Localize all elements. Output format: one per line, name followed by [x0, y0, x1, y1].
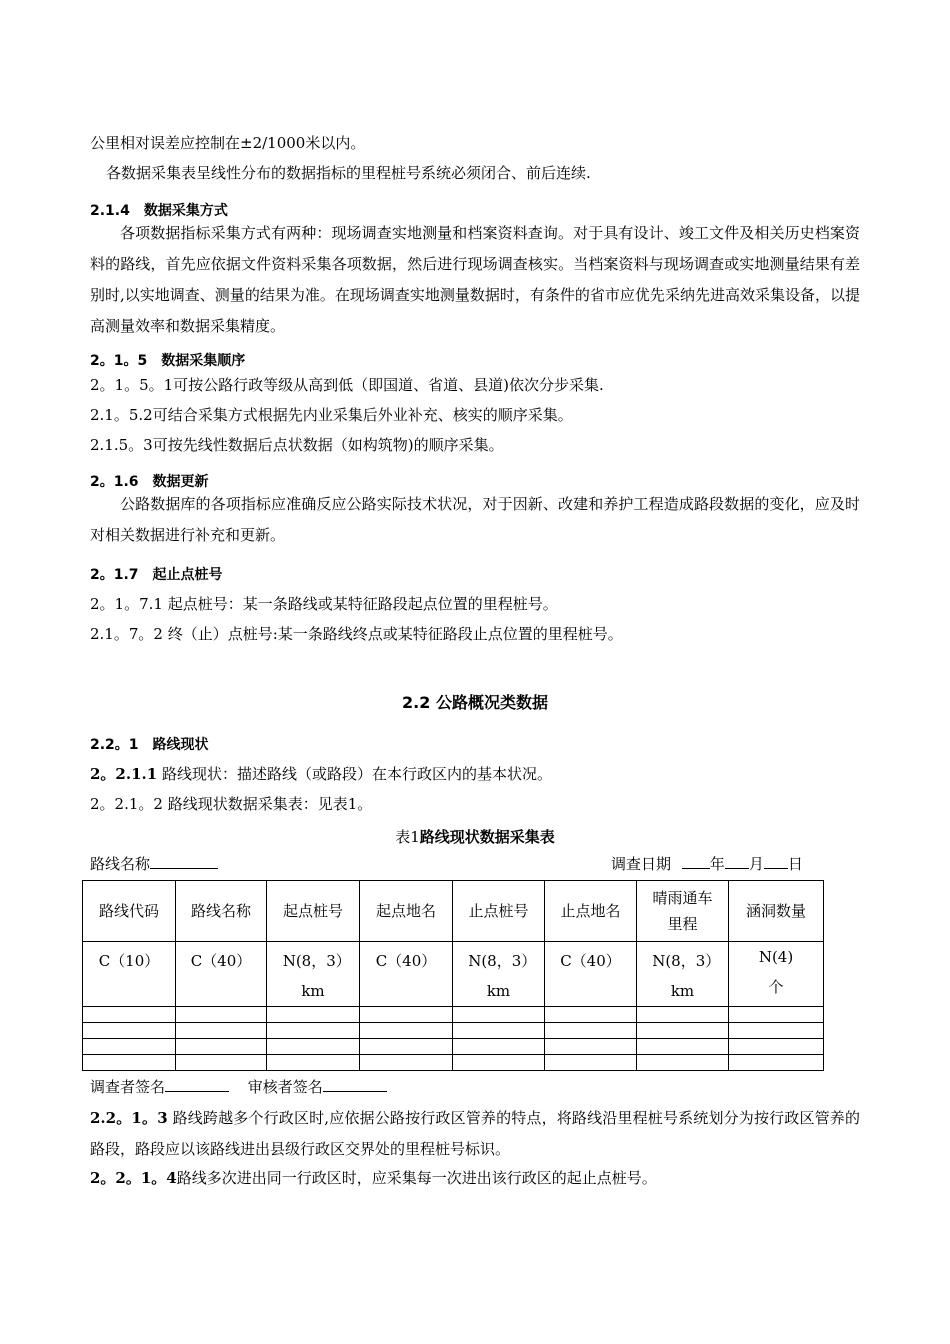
heading-title: 数据采集方式: [143, 203, 228, 219]
type-cell: N(8，3）km: [267, 942, 360, 1007]
item-number: 2。2.1.1: [90, 765, 158, 783]
heading-number: 2.1.4: [90, 203, 130, 219]
item-text: 路线现状：描述路线（或路段）在本行政区内的基本状况。: [161, 765, 552, 783]
cell: [637, 1055, 729, 1071]
route-name-blank: [150, 854, 218, 869]
table-row: [83, 1007, 824, 1023]
heading-number: 2。1.7: [90, 567, 139, 583]
survey-date-label: 调查日期: [611, 855, 672, 873]
day-blank: [764, 854, 788, 869]
cell: [267, 1007, 360, 1023]
header-cell: 路线代码: [83, 881, 176, 942]
reviewer-blank: [323, 1077, 387, 1092]
survey-date-field: [611, 854, 803, 874]
table-header-row: [83, 881, 824, 942]
cell: [360, 1039, 453, 1055]
heading-title: 起止点桩号: [152, 567, 223, 583]
paragraph: 公里相对误差应控制在±2/1000米以内。: [90, 134, 366, 152]
table-type-row: [83, 942, 824, 1007]
paragraph: 公路数据库的各项指标应准确反应公路实际技术状况，对于因新、改建和养护工程造成路段数据的变化，应及时对相关数据进行补充和更新。: [90, 495, 860, 544]
cell: [453, 1007, 545, 1023]
cell: [453, 1055, 545, 1071]
type-cell: N(4)个: [729, 942, 824, 1007]
heading-2-1-5: [90, 351, 245, 371]
type-cell: C（40）: [176, 942, 267, 1007]
heading-title: 路线现状: [152, 737, 209, 753]
header-cell: 晴雨通车里程: [637, 881, 729, 942]
cell: [453, 1039, 545, 1055]
heading-number: 2.2。1: [90, 737, 139, 753]
type-cell: C（40）: [360, 942, 453, 1007]
cell: [267, 1055, 360, 1071]
header-cell: 起点桩号: [267, 881, 360, 942]
year-label: 年: [709, 855, 725, 873]
section-title: 2.2 公路概况类数据: [402, 693, 548, 712]
paragraph: 2。2.1。2 路线现状数据采集表：见表1。: [90, 795, 373, 813]
paragraph: [90, 1103, 860, 1165]
header-cell: 止点地名: [545, 881, 637, 942]
item-number: 2.2。1。3: [90, 1109, 168, 1127]
type-cell: C（10）: [83, 942, 176, 1007]
cell: [729, 1007, 824, 1023]
cell: [83, 1007, 176, 1023]
header-cell: 涵洞数量: [729, 881, 824, 942]
type-cell: C（40）: [545, 942, 637, 1007]
paragraph: 2.1.5。3可按先线性数据后点状数据（如构筑物)的顺序采集。: [90, 436, 504, 454]
route-name-field: [90, 854, 218, 874]
paragraph: 各项数据指标采集方式有两种：现场调查实地测量和档案资料查询。对于具有设计、竣工文件及相关历史档案资料的路线，首先应依据文件资料采集各项数据，然后进行现场调查核实。当档案资料与现场调查或实地测量结果有差别时,以实地调查、测量的结果为准。在现场调查实地测量数据时，有条件的省市应优先采纳先进高效采集设备，以提高测量效率和数据采集精度。: [90, 224, 860, 335]
table-row: [83, 1039, 824, 1055]
cell: [83, 1039, 176, 1055]
cell: [176, 1023, 267, 1039]
heading-title: 数据采集顺序: [161, 353, 246, 369]
paragraph: 2.1。7。2 终（止）点桩号:某一条路线终点或某特征路段止点位置的里程桩号。: [90, 625, 623, 643]
heading-title: 数据更新: [152, 474, 209, 490]
cell: [637, 1023, 729, 1039]
month-label: 月: [748, 855, 764, 873]
cell: [360, 1007, 453, 1023]
surveyor-label: 调查者签名: [90, 1078, 166, 1096]
signature-line: [90, 1077, 387, 1097]
heading-number: 2。1。5: [90, 353, 148, 369]
type-cell: N(8，3）km: [637, 942, 729, 1007]
cell: [176, 1007, 267, 1023]
cell: [83, 1023, 176, 1039]
reviewer-label: 审核者签名: [247, 1078, 323, 1096]
paragraph: 2.1。5.2可结合采集方式根据先内业采集后外业补充、核实的顺序采集。: [90, 406, 573, 424]
table-row: [83, 1055, 824, 1071]
paragraph: 2。1。7.1 起点桩号：某一条路线或某特征路段起点位置的里程桩号。: [90, 595, 558, 613]
cell: [83, 1055, 176, 1071]
cell: [360, 1055, 453, 1071]
cell: [729, 1023, 824, 1039]
heading-2-1-7: [90, 565, 223, 585]
heading-number: 2。1.6: [90, 474, 139, 490]
header-cell: 止点桩号: [453, 881, 545, 942]
cell: [176, 1039, 267, 1055]
paragraph: 2。1。5。1可按公路行政等级从高到低（即国道、省道、县道)依次分步采集.: [90, 376, 604, 394]
cell: [729, 1055, 824, 1071]
cell: [360, 1023, 453, 1039]
year-blank: [682, 854, 710, 869]
paragraph: [90, 764, 552, 784]
table-caption-prefix: 表1: [395, 828, 420, 846]
cell: [176, 1055, 267, 1071]
heading-2-2-1: [90, 735, 209, 755]
header-cell: 路线名称: [176, 881, 267, 942]
header-cell: 起点地名: [360, 881, 453, 942]
cell: [545, 1007, 637, 1023]
cell: [545, 1055, 637, 1071]
item-number: 2。2。1。4: [90, 1169, 177, 1187]
cell: [729, 1039, 824, 1055]
route-status-table: [82, 880, 824, 1071]
month-blank: [725, 854, 749, 869]
item-text: 路线跨越多个行政区时,应依据公路按行政区管养的特点，将路线沿里程桩号系统划分为按行政区管养的路段，路段应以该路线进出县级行政区交界处的里程桩号标识。: [90, 1109, 860, 1158]
cell: [267, 1039, 360, 1055]
paragraph: [90, 1168, 657, 1188]
item-text: 路线多次进出同一行政区时，应采集每一次进出该行政区的起止点桩号。: [176, 1169, 657, 1187]
cell: [637, 1039, 729, 1055]
table-caption-title: 路线现状数据采集表: [419, 828, 555, 846]
cell: [637, 1007, 729, 1023]
day-label: 日: [787, 855, 803, 873]
cell: [453, 1023, 545, 1039]
type-cell: N(8，3）km: [453, 942, 545, 1007]
surveyor-blank: [165, 1077, 229, 1092]
paragraph: 各数据采集表呈线性分布的数据指标的里程桩号系统必须闭合、前后连续.: [106, 164, 591, 182]
table-row: [83, 1023, 824, 1039]
table-caption: [0, 826, 950, 847]
cell: [545, 1039, 637, 1055]
cell: [545, 1023, 637, 1039]
route-name-label: 路线名称: [90, 855, 151, 873]
cell: [267, 1023, 360, 1039]
